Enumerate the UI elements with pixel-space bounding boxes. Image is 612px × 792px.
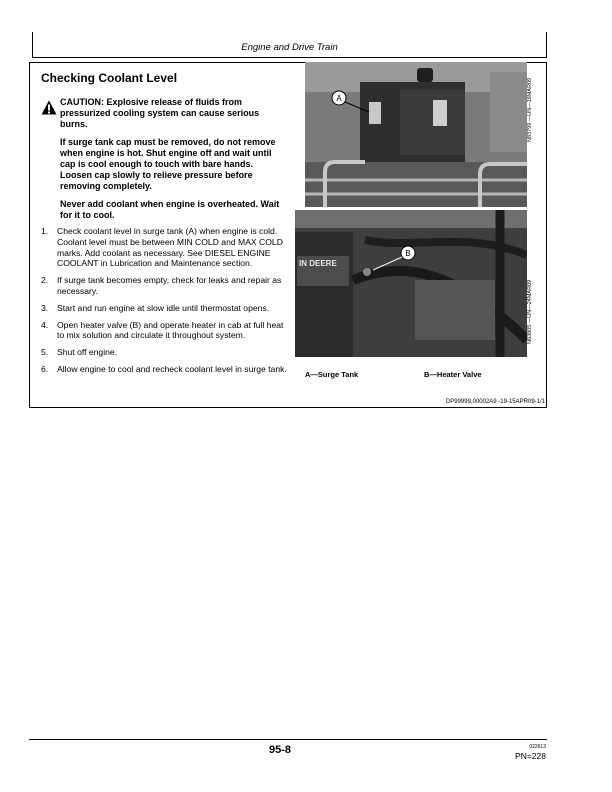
footer-rule [29, 739, 547, 740]
callout-b-label: B [405, 249, 411, 258]
header-title: Engine and Drive Train [241, 42, 338, 53]
step-item [41, 320, 287, 342]
surge-tank-illustration [305, 62, 527, 207]
caution-paragraph: Never add coolant when engine is overheated. Wait for it to cool. [60, 199, 280, 220]
heater-valve-illustration [295, 210, 527, 357]
photo2-figure-id: N83805 —UN—24MAR09 [527, 279, 533, 344]
header-rule-bottom [32, 57, 547, 58]
step-item [41, 226, 287, 269]
filter-label: IN DEERE [299, 259, 337, 268]
step-text: Shut off engine. [57, 347, 118, 358]
step-item [41, 275, 287, 297]
step-text: Open heater valve (B) and operate heater in cab at full heat to mix solution and circulate it throughout system. [57, 319, 284, 341]
step-text: Allow engine to cool and recheck coolant level in surge tank. [57, 363, 287, 374]
caption-surge-tank: A—Surge Tank [305, 370, 359, 379]
warning-triangle-icon [41, 100, 57, 115]
caution-paragraph: CAUTION: Explosive release of fluids from pressurized cooling system can cause serious burns. [60, 97, 260, 129]
step-number: 2. [41, 275, 49, 286]
footer-code: 022613 [529, 744, 546, 750]
page-number: 95-8 [268, 744, 292, 756]
pn-number: PN=228 [515, 751, 546, 761]
step-number: 3. [41, 302, 49, 313]
step-text: Start and run engine at slow idle until thermostat opens. [57, 302, 270, 313]
callout-a-label: A [336, 94, 342, 103]
document-reference: DP99999,00002A9 -19-15APR09-1/1 [445, 399, 545, 405]
step-item [41, 303, 287, 314]
caption-heater-valve: B—Heater Valve [424, 370, 482, 379]
caution-block [60, 97, 280, 228]
step-item [41, 347, 287, 358]
section-title: Checking Coolant Level [41, 71, 178, 85]
step-number: 5. [41, 347, 49, 358]
heater-valve-photo [295, 210, 527, 357]
step-item [41, 364, 287, 375]
step-text: Check coolant level in surge tank (A) when engine is cold. Coolant level must be between MIN COLD and MAX COLD marks. Add coolant as necessary. See DIESEL ENGINE COOLANT in Lubrication and Maintenance section. [57, 226, 283, 269]
step-number: 4. [41, 319, 49, 330]
caution-paragraph: If surge tank cap must be removed, do not remove when engine is hot. Shut engine off and wait until cap is cool enough to touch with bare hands. Loosen cap slowly to relieve pressure before removing completely. [60, 137, 276, 191]
step-text: If surge tank becomes empty, check for leaks and repair as necessary. [57, 275, 282, 296]
photo1-figure-id: N83799 —UN—18MAR09 [527, 77, 533, 142]
surge-tank-photo [305, 62, 527, 207]
step-number: 1. [41, 226, 49, 236]
step-number: 6. [41, 363, 49, 374]
procedure-steps [41, 226, 287, 381]
